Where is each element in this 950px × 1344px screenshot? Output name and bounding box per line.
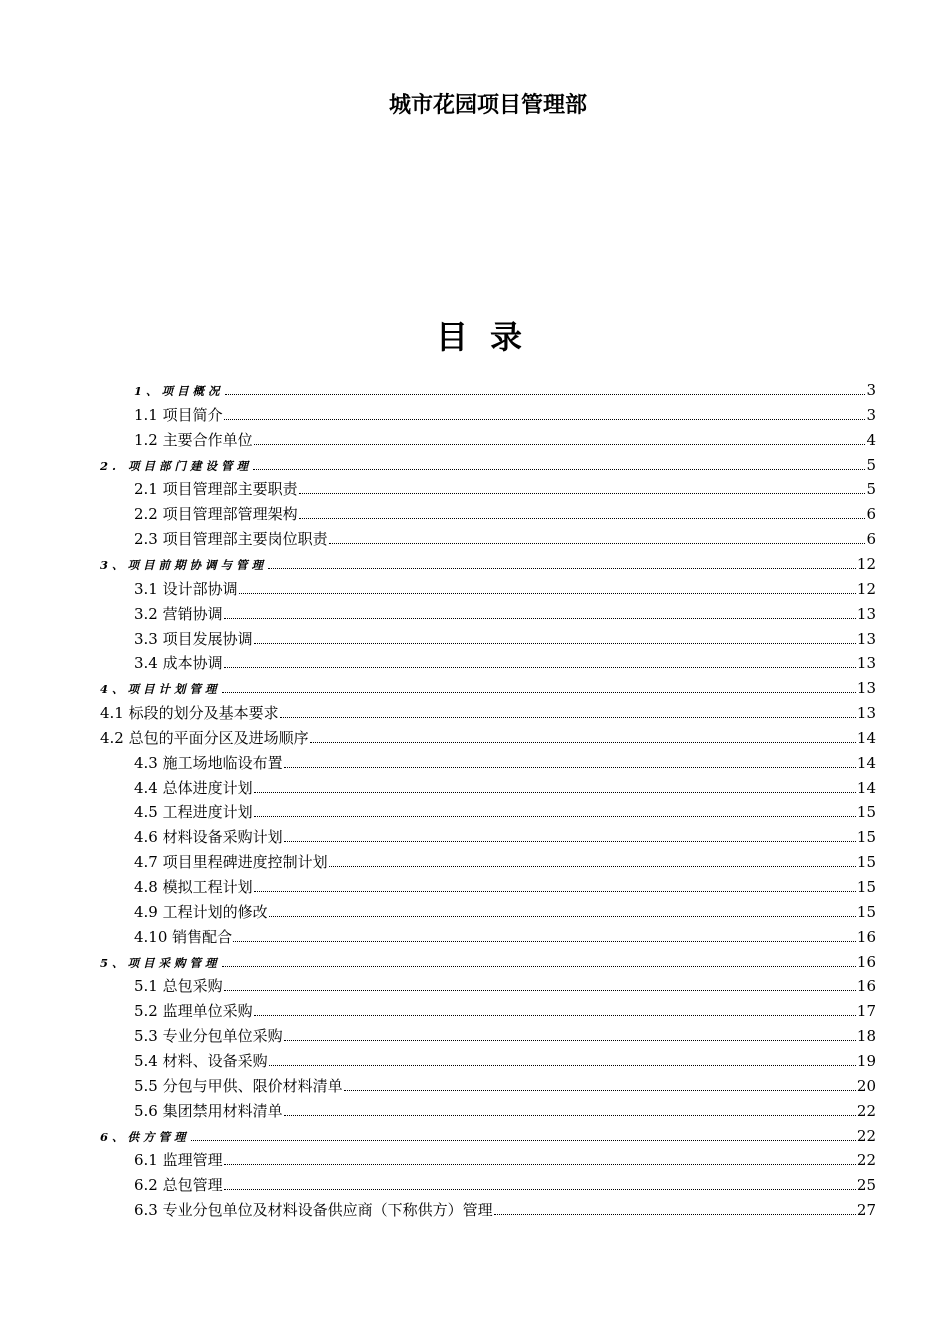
toc-entry[interactable]: [134, 627, 876, 651]
toc-entry[interactable]: [134, 1049, 876, 1073]
toc-entry[interactable]: [100, 726, 876, 750]
toc-entry[interactable]: [134, 925, 876, 949]
toc-entry-page: 14: [856, 728, 876, 747]
toc-entry[interactable]: [134, 1099, 876, 1123]
toc-entry-label: 4.4 总体进度计划: [134, 778, 253, 797]
toc-entry-page: 6: [866, 505, 876, 524]
toc-leader-dots: [254, 430, 866, 445]
toc-leader-dots: [284, 1101, 856, 1116]
toc-entry[interactable]: [100, 676, 876, 700]
toc-entry-label: 2.1 项目管理部主要职责: [134, 480, 298, 499]
toc-leader-dots: [329, 529, 866, 544]
toc-entry-page: 6: [866, 530, 876, 549]
toc-leader-dots: [269, 902, 856, 917]
toc-leader-dots: [329, 852, 856, 867]
toc-entry[interactable]: [134, 751, 876, 775]
toc-entry-page: 15: [856, 878, 876, 896]
toc-entry[interactable]: [134, 403, 876, 427]
toc-entry[interactable]: [134, 378, 876, 402]
toc-entry-page: 15: [856, 803, 876, 822]
toc-entry-label: 5.6 集团禁用材料清单: [134, 1101, 283, 1120]
toc-entry[interactable]: [134, 850, 876, 874]
toc-entry-label: 4.2 总包的平面分区及进场顺序: [100, 728, 309, 747]
toc-entry-label: 4.3 施工场地临设布置: [134, 753, 283, 772]
toc-entry-page: 12: [856, 554, 876, 573]
toc-entry-page: 20: [856, 1076, 876, 1095]
toc-leader-dots: [254, 877, 856, 892]
toc-leader-dots: [224, 604, 856, 619]
toc-leader-dots: [284, 1026, 856, 1041]
toc-leader-dots: [233, 927, 856, 942]
toc-entry-label: 3、项目前期协调与管理: [100, 557, 268, 572]
toc-entry-label: 4.10 销售配合: [134, 927, 233, 946]
toc-entry-label: 3.1 设计部协调: [134, 579, 238, 598]
toc-entry-page: 22: [856, 1126, 876, 1145]
toc-entry-label: 1.2 主要合作单位: [134, 430, 253, 449]
toc-leader-dots: [222, 952, 856, 967]
toc-entry-page: 5: [866, 480, 876, 499]
toc-entry-page: 13: [856, 679, 876, 698]
toc-entry-label: 4.6 材料设备采购计划: [134, 828, 283, 847]
toc-entry-page: 16: [856, 952, 876, 971]
toc-entry-label: 5.3 专业分包单位采购: [134, 1027, 283, 1046]
toc-entry-label: 2.2 项目管理部管理架构: [134, 505, 298, 524]
toc-entry-page: 17: [856, 1002, 876, 1021]
toc-leader-dots: [224, 976, 856, 991]
toc-entry[interactable]: [134, 577, 876, 601]
toc-entry[interactable]: [134, 428, 876, 452]
toc-entry[interactable]: [100, 701, 876, 725]
toc-entry[interactable]: [134, 1148, 876, 1172]
organization-title: 城市花园项目管理部: [388, 92, 587, 118]
toc-leader-dots: [254, 629, 856, 644]
toc-leader-dots: [299, 504, 866, 519]
toc-entry-page: 5: [866, 455, 876, 474]
toc-entry-label: 4.9 工程计划的修改: [134, 902, 268, 921]
toc-entry[interactable]: [134, 1024, 876, 1048]
toc-leader-dots: [344, 1076, 856, 1091]
toc-leader-dots: [224, 653, 856, 668]
toc-entry-page: 13: [856, 629, 876, 648]
toc-leader-dots: [299, 479, 866, 494]
toc-entry-label: 6.1 监理管理: [134, 1151, 223, 1170]
toc-entry-page: 25: [856, 1176, 876, 1195]
toc-entry-page: 22: [856, 1151, 876, 1170]
toc-entry[interactable]: [134, 999, 876, 1023]
toc-entry-page: 15: [856, 853, 876, 872]
toc-leader-dots: [268, 554, 856, 569]
toc-entry[interactable]: [134, 875, 876, 899]
toc-leader-dots: [254, 802, 856, 817]
toc-entry[interactable]: [134, 825, 876, 849]
toc-entry-label: 3.4 成本协调: [134, 654, 223, 673]
toc-entry-page: 4: [866, 430, 876, 449]
toc-entry-label: 1、项目概况: [134, 384, 224, 398]
toc-entry-label: 4.7 项目里程碑进度控制计划: [134, 853, 328, 872]
toc-entry-page: 18: [856, 1027, 876, 1046]
toc-entry-page: 16: [856, 927, 876, 946]
toc-leader-dots: [222, 678, 856, 693]
toc-leader-dots: [254, 1001, 856, 1016]
toc-entry[interactable]: [134, 502, 876, 526]
toc-entry-page: 13: [856, 604, 876, 623]
toc-entry[interactable]: [134, 527, 876, 551]
toc-entry-page: 22: [856, 1101, 876, 1120]
toc-entry-label: 5.5 分包与甲供、限价材料清单: [134, 1076, 343, 1095]
toc-leader-dots: [224, 405, 866, 420]
toc-entry-page: 14: [856, 753, 876, 772]
toc-entry[interactable]: [134, 1198, 876, 1222]
toc-entry-label: 5.1 总包采购: [134, 977, 223, 996]
toc-leader-dots: [284, 753, 856, 768]
toc-entry-label: 1.1 项目简介: [134, 405, 223, 424]
toc-entry-page: 13: [856, 704, 876, 723]
toc-leader-dots: [494, 1200, 856, 1215]
toc-entry[interactable]: [134, 800, 876, 824]
toc-entry[interactable]: [134, 651, 876, 675]
toc-leader-dots: [269, 1051, 856, 1066]
toc-entry-page: 3: [866, 381, 876, 399]
toc-entry-page: 15: [856, 902, 876, 921]
toc-entry-page: 14: [856, 778, 876, 797]
toc-entry[interactable]: [134, 1173, 876, 1197]
toc-leader-dots: [239, 579, 856, 594]
toc-entry-page: 19: [856, 1051, 876, 1070]
toc-entry[interactable]: [100, 453, 876, 477]
toc-entry-page: 15: [856, 828, 876, 847]
toc-entry[interactable]: [134, 1074, 876, 1098]
toc-leader-dots: [254, 778, 856, 793]
toc-entry[interactable]: [100, 950, 876, 974]
toc-entry[interactable]: [100, 1124, 876, 1148]
toc-entry-label: 4、项目计划管理: [100, 682, 221, 697]
toc-entry-label: 2. 项目部门建设管理: [100, 458, 253, 473]
toc-entry-page: 13: [856, 654, 876, 673]
toc-entry-label: 6、供方管理: [100, 1129, 190, 1144]
toc-entry[interactable]: [134, 974, 876, 998]
toc-entry[interactable]: [134, 477, 876, 501]
toc-heading: 目录: [435, 318, 544, 356]
toc-entry-page: 3: [866, 405, 876, 424]
toc-entry-page: 12: [856, 579, 876, 598]
toc-entry-page: 16: [856, 977, 876, 996]
toc-entry-label: 5.4 材料、设备采购: [134, 1051, 268, 1070]
toc-entry[interactable]: [134, 776, 876, 800]
toc-entry-label: 2.3 项目管理部主要岗位职责: [134, 530, 328, 549]
toc-leader-dots: [284, 827, 856, 842]
toc-entry-label: 5、项目采购管理: [100, 955, 221, 970]
toc-leader-dots: [224, 1175, 856, 1190]
toc-entry-label: 3.2 营销协调: [134, 604, 223, 623]
toc-entry-label: 3.3 项目发展协调: [134, 629, 253, 648]
toc-leader-dots: [253, 455, 865, 470]
toc-entry-page: 27: [856, 1201, 876, 1220]
toc-entry[interactable]: [134, 900, 876, 924]
toc-leader-dots: [225, 380, 866, 395]
toc-leader-dots: [191, 1126, 856, 1141]
toc-entry[interactable]: [134, 602, 876, 626]
toc-entry-label: 4.1 标段的划分及基本要求: [100, 704, 279, 723]
toc-entry[interactable]: [100, 552, 876, 576]
toc-leader-dots: [224, 1150, 856, 1165]
toc-entry-label: 4.8 模拟工程计划: [134, 878, 253, 896]
toc-entry-label: 6.3 专业分包单位及材料设备供应商（下称供方）管理: [134, 1201, 493, 1220]
toc-leader-dots: [280, 703, 856, 718]
toc-leader-dots: [310, 728, 856, 743]
toc-entry-label: 5.2 监理单位采购: [134, 1002, 253, 1021]
toc-entry-label: 6.2 总包管理: [134, 1176, 223, 1195]
toc-entry-label: 4.5 工程进度计划: [134, 803, 253, 822]
